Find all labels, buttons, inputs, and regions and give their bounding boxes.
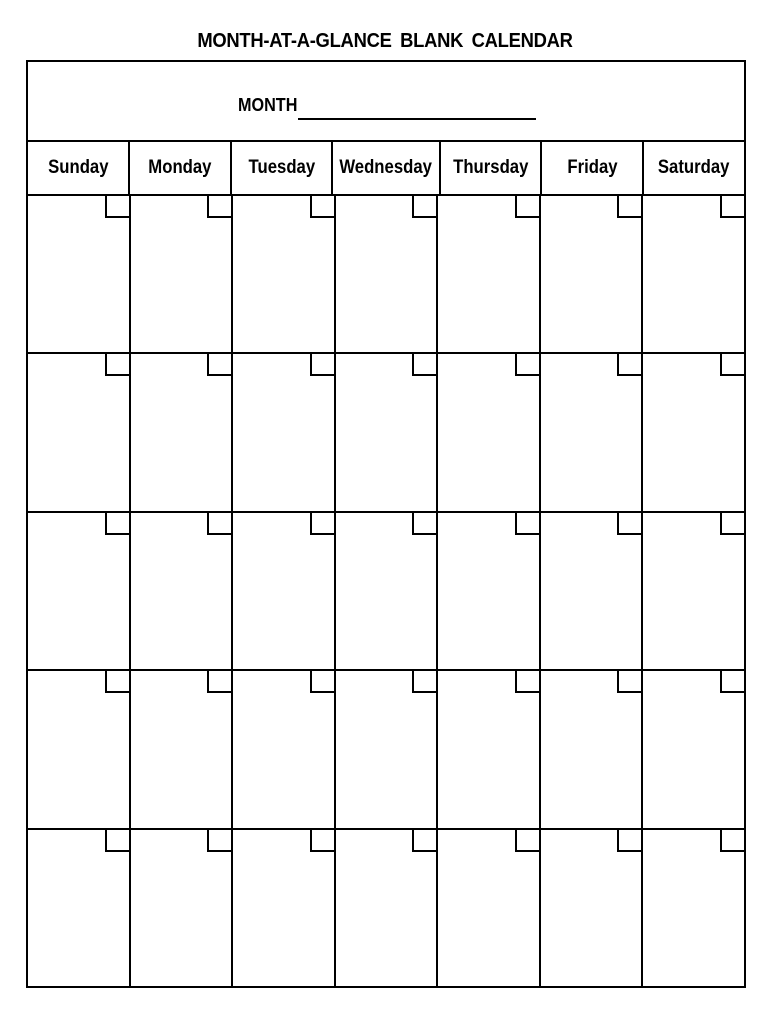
weeks-container (28, 196, 744, 986)
weekday-header-thursday (441, 142, 543, 194)
day-cell[interactable] (541, 830, 644, 986)
date-number-box[interactable] (310, 513, 334, 535)
date-number-box[interactable] (617, 671, 641, 693)
day-cell[interactable] (438, 830, 541, 986)
weekday-label: Saturday (658, 157, 730, 178)
day-cell[interactable] (233, 513, 336, 669)
weekday-header-row (28, 142, 744, 196)
date-number-box[interactable] (412, 830, 436, 852)
day-cell[interactable] (336, 830, 439, 986)
month-label: MONTH (238, 95, 298, 115)
day-cell[interactable] (131, 671, 234, 827)
date-number-box[interactable] (720, 671, 744, 693)
day-cell[interactable] (336, 196, 439, 352)
weekday-header-sunday (28, 142, 130, 194)
date-number-box[interactable] (105, 671, 129, 693)
date-number-box[interactable] (105, 354, 129, 376)
month-blank-line[interactable] (298, 118, 536, 120)
date-number-box[interactable] (720, 513, 744, 535)
date-number-box[interactable] (105, 513, 129, 535)
weekday-header-friday (542, 142, 644, 194)
date-number-box[interactable] (207, 671, 231, 693)
day-cell[interactable] (233, 354, 336, 510)
date-number-box[interactable] (515, 513, 539, 535)
weekday-label: Monday (148, 157, 212, 178)
date-number-box[interactable] (310, 671, 334, 693)
day-cell[interactable] (336, 671, 439, 827)
date-number-box[interactable] (310, 830, 334, 852)
day-cell[interactable] (541, 671, 644, 827)
day-cell[interactable] (28, 830, 131, 986)
date-number-box[interactable] (617, 354, 641, 376)
date-number-box[interactable] (310, 354, 334, 376)
weekday-header-saturday (644, 142, 744, 194)
date-number-box[interactable] (412, 513, 436, 535)
day-cell[interactable] (131, 830, 234, 986)
week-row (28, 830, 744, 986)
date-number-box[interactable] (617, 196, 641, 218)
date-number-box[interactable] (207, 513, 231, 535)
date-number-box[interactable] (720, 196, 744, 218)
date-number-box[interactable] (105, 830, 129, 852)
week-row (28, 196, 744, 354)
date-number-box[interactable] (207, 354, 231, 376)
date-number-box[interactable] (310, 196, 334, 218)
day-cell[interactable] (28, 513, 131, 669)
day-cell[interactable] (131, 196, 234, 352)
day-cell[interactable] (438, 354, 541, 510)
weekday-label: Wednesday (339, 157, 433, 178)
weekday-label: Sunday (47, 157, 109, 178)
date-number-box[interactable] (720, 830, 744, 852)
day-cell[interactable] (643, 196, 744, 352)
date-number-box[interactable] (412, 196, 436, 218)
day-cell[interactable] (336, 354, 439, 510)
date-number-box[interactable] (412, 354, 436, 376)
day-cell[interactable] (643, 671, 744, 827)
day-cell[interactable] (233, 196, 336, 352)
week-row (28, 354, 744, 512)
date-number-box[interactable] (515, 354, 539, 376)
day-cell[interactable] (438, 513, 541, 669)
weekday-label: Thursday (452, 157, 529, 178)
day-cell[interactable] (438, 196, 541, 352)
day-cell[interactable] (336, 513, 439, 669)
page-title: MONTH-AT-A-GLANCE BLANK CALENDAR (197, 30, 573, 52)
date-number-box[interactable] (515, 196, 539, 218)
date-number-box[interactable] (515, 830, 539, 852)
date-number-box[interactable] (105, 196, 129, 218)
date-number-box[interactable] (207, 196, 231, 218)
weekday-header-wednesday (333, 142, 440, 194)
day-cell[interactable] (28, 354, 131, 510)
day-cell[interactable] (643, 513, 744, 669)
day-cell[interactable] (541, 354, 644, 510)
calendar-grid (26, 60, 746, 988)
date-number-box[interactable] (515, 671, 539, 693)
day-cell[interactable] (28, 196, 131, 352)
date-number-box[interactable] (207, 830, 231, 852)
day-cell[interactable] (28, 671, 131, 827)
date-number-box[interactable] (412, 671, 436, 693)
day-cell[interactable] (131, 513, 234, 669)
day-cell[interactable] (643, 830, 744, 986)
day-cell[interactable] (131, 354, 234, 510)
weekday-header-tuesday (232, 142, 334, 194)
date-number-box[interactable] (617, 830, 641, 852)
weekday-header-monday (130, 142, 232, 194)
weekday-label: Tuesday (248, 157, 315, 178)
day-cell[interactable] (438, 671, 541, 827)
date-number-box[interactable] (720, 354, 744, 376)
day-cell[interactable] (643, 354, 744, 510)
week-row (28, 671, 744, 829)
date-number-box[interactable] (617, 513, 641, 535)
day-cell[interactable] (541, 196, 644, 352)
day-cell[interactable] (541, 513, 644, 669)
month-row (28, 62, 744, 142)
day-cell[interactable] (233, 671, 336, 827)
day-cell[interactable] (233, 830, 336, 986)
week-row (28, 513, 744, 671)
weekday-label: Friday (567, 157, 618, 178)
